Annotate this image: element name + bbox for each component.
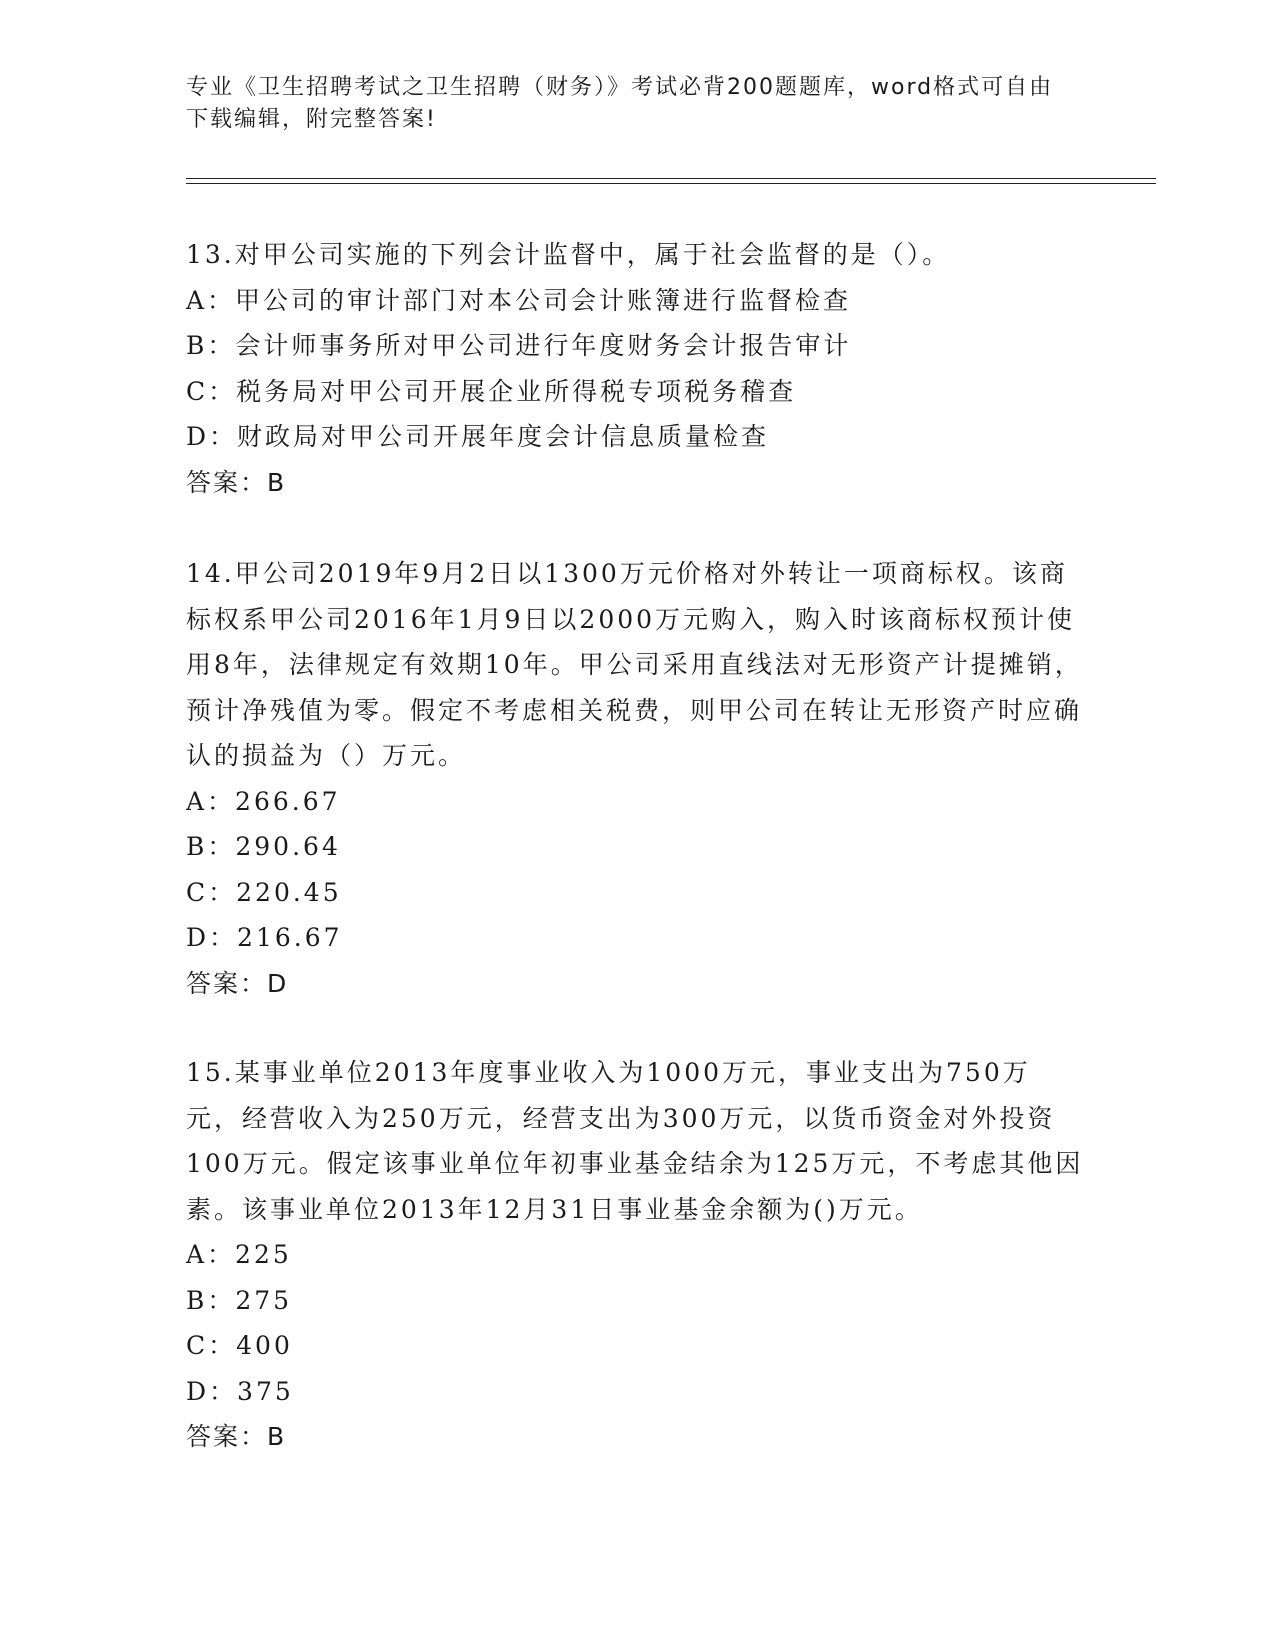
answer: 答案：D bbox=[186, 968, 289, 998]
option-a: A：225 bbox=[186, 1240, 292, 1269]
question-14 bbox=[186, 551, 1086, 1006]
option-d: D：375 bbox=[186, 1376, 294, 1406]
option-b: B：会计师事务所对甲公司进行年度财务会计报告审计 bbox=[186, 331, 852, 360]
option-a: A：甲公司的审计部门对本公司会计账簿进行监督检查 bbox=[186, 285, 852, 315]
question-text: 13.对甲公司实施的下列会计监督中，属于社会监督的是（）。 bbox=[186, 240, 951, 269]
document-header: 专业《卫生招聘考试之卫生招聘（财务）》考试必背200题题库，word格式可自由下载编辑，附完整答案! bbox=[186, 75, 1054, 132]
option-b: B：275 bbox=[186, 1285, 293, 1315]
question-text: 14.甲公司2019年9月2日以1300万元价格对外转让一项商标权。该商标权系甲公司2016年1月9日以2000万元购入，购入时该商标权预计使用8年，法律规定有效期10年。甲公司采用直线法对无形资产计提摊销，预计净残值为零。假定不考虑相关税费，则甲公司在转让无形资产时应确认的损益为（）万元。 bbox=[186, 559, 1083, 770]
answer: 答案：B bbox=[186, 1422, 287, 1451]
option-d: D：财政局对甲公司开展年度会计信息质量检查 bbox=[186, 422, 770, 451]
question-13 bbox=[186, 232, 1086, 505]
option-c: C：税务局对甲公司开展企业所得税专项税务稽查 bbox=[186, 376, 797, 406]
answer: 答案：B bbox=[186, 467, 287, 497]
header-divider-top bbox=[186, 178, 1156, 179]
option-b: B：290.64 bbox=[186, 832, 341, 861]
option-d: D：216.67 bbox=[186, 923, 343, 952]
option-c: C：220.45 bbox=[186, 877, 342, 907]
question-text: 15.某事业单位2013年度事业收入为1000万元，事业支出为750万元，经营收入为250万元，经营支出为300万元，以货币资金对外投资100万元。假定该事业单位年初事业基金结余为125万元，不考虑其他因素。该事业单位2013年12月31日事业基金余额为()万元。 bbox=[186, 1058, 1084, 1224]
option-c: C：400 bbox=[186, 1331, 293, 1360]
option-a: A：266.67 bbox=[186, 786, 341, 816]
header-divider-bottom bbox=[186, 183, 1156, 184]
question-15 bbox=[186, 1050, 1086, 1460]
